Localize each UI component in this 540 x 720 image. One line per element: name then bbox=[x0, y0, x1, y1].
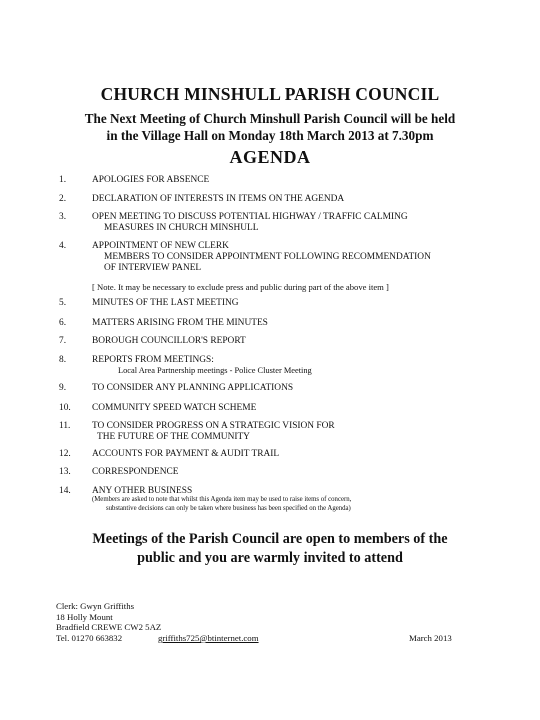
meeting-announcement bbox=[0, 110, 540, 144]
item-text: BOROUGH COUNCILLOR'S REPORT bbox=[92, 336, 246, 346]
item-number: 8. bbox=[59, 355, 67, 365]
item-number: 11. bbox=[59, 421, 71, 431]
item-number: 1. bbox=[59, 175, 67, 185]
item-text: ANY OTHER BUSINESS bbox=[92, 486, 193, 496]
item-number: 3. bbox=[59, 212, 67, 222]
item-text: APPOINTMENT OF NEW CLERK bbox=[92, 241, 229, 251]
address-line: 18 Holly Mount bbox=[56, 612, 113, 622]
item-text: MINUTES OF THE LAST MEETING bbox=[92, 298, 239, 308]
item-number: 12. bbox=[59, 449, 71, 459]
invitation-line-1: Meetings of the Parish Council are open to members of the bbox=[92, 531, 448, 547]
item-text: COMMUNITY SPEED WATCH SCHEME bbox=[92, 403, 257, 413]
item-number: 9. bbox=[59, 383, 67, 393]
item-number: 14. bbox=[59, 486, 71, 496]
item-number: 2. bbox=[59, 194, 67, 204]
item-number: 5. bbox=[59, 298, 67, 308]
item-text: ACCOUNTS FOR PAYMENT & AUDIT TRAIL bbox=[92, 449, 280, 459]
exclusion-note: [ Note. It may be necessary to exclude press and public during part of the above item ] bbox=[92, 282, 389, 292]
item-number: 13. bbox=[59, 467, 71, 477]
item-subtext: MEASURES IN CHURCH MINSHULL bbox=[104, 223, 259, 233]
item-text: OPEN MEETING TO DISCUSS POTENTIAL HIGHWAY / TRAFFIC CALMING bbox=[92, 212, 408, 222]
telephone: Tel. 01270 663832 bbox=[56, 633, 123, 643]
item-number: 4. bbox=[59, 241, 67, 251]
item-text: CORRESPONDENCE bbox=[92, 467, 179, 477]
item-subtext: (Members are asked to note that whilst this Agenda item may be used to raise items of concern, bbox=[92, 496, 352, 503]
item-text: APOLOGIES FOR ABSENCE bbox=[92, 175, 210, 185]
item-number: 10. bbox=[59, 403, 71, 413]
item-text: MATTERS ARISING FROM THE MINUTES bbox=[92, 318, 268, 328]
address-line: Bradfield CREWE CW2 5AZ bbox=[56, 622, 162, 632]
item-subtext: THE FUTURE OF THE COMMUNITY bbox=[97, 432, 250, 442]
item-text: DECLARATION OF INTERESTS IN ITEMS ON THE AGENDA bbox=[92, 194, 345, 204]
announcement-line-2: in the Village Hall on Monday 18th March 2013 at 7.30pm bbox=[106, 128, 434, 143]
clerk-label: Clerk: Gwyn Griffiths bbox=[56, 601, 135, 611]
email-link[interactable]: griffiths725@btinternet.com bbox=[158, 633, 259, 643]
item-subtext: MEMBERS TO CONSIDER APPOINTMENT FOLLOWING RECOMMENDATION bbox=[104, 252, 431, 262]
item-subtext: Local Area Partnership meetings - Police Cluster Meeting bbox=[118, 366, 312, 375]
item-number: 7. bbox=[59, 336, 67, 346]
public-invitation bbox=[40, 530, 500, 568]
announcement-line-1: The Next Meeting of Church Minshull Parish Council will be held bbox=[84, 111, 456, 126]
invitation-line-2: public and you are warmly invited to attend bbox=[137, 550, 403, 566]
item-text: REPORTS FROM MEETINGS: bbox=[92, 355, 214, 365]
agenda-heading: AGENDA bbox=[229, 147, 311, 167]
item-text: TO CONSIDER PROGRESS ON A STRATEGIC VISION FOR bbox=[92, 421, 335, 431]
document-date: March 2013 bbox=[409, 633, 452, 643]
item-subtext: OF INTERVIEW PANEL bbox=[104, 263, 202, 273]
item-text: TO CONSIDER ANY PLANNING APPLICATIONS bbox=[92, 383, 294, 393]
item-subtext: substantive decisions can only be taken where business has been specified on the Agenda) bbox=[106, 505, 351, 512]
item-number: 6. bbox=[59, 318, 67, 328]
council-title: CHURCH MINSHULL PARISH COUNCIL bbox=[100, 84, 440, 104]
